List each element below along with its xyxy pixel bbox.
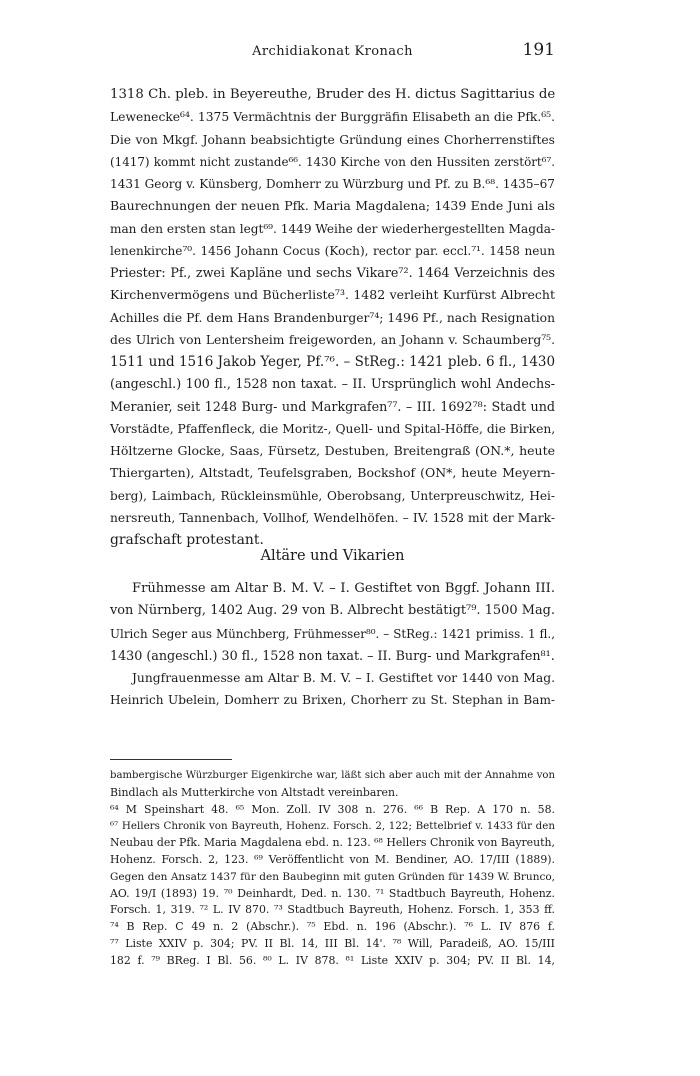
footnote-line: Bindlach als Mutterkirche von Altstadt vereinbaren. [110,785,399,799]
footnote-rule [110,759,232,760]
body-line: Priester: Pf., zwei Kapläne und sechs Vikare⁷². 1464 Verzeichnis des [110,265,555,280]
body-text [110,84,555,551]
section-line: Ulrich Seger aus Münchberg, Frühmesser⁸⁰. – StReg.: 1421 primiss. 1 fl., [110,626,555,641]
body-line: des Ulrich von Lentersheim freigeworden, an Johann v. Schaumberg⁷⁵. [110,332,555,347]
body-line: grafschaft protestant. [110,532,264,548]
footnote-line: ⁷⁴ B Rep. C 49 n. 2 (Abschr.). ⁷⁵ Ebd. n. 196 (Abschr.). ⁷⁶ L. IV 876 f. [110,920,555,934]
section-line: Frühmesse am Altar B. M. V. – I. Gestiftet von Bggf. Johann III. [132,581,555,596]
footnotes [110,768,555,970]
body-line: man den ersten stan legt⁶⁹. 1449 Weihe der wiederhergestellten Magda- [110,221,555,236]
body-line: Baurechnungen der neuen Pfk. Maria Magdalena; 1439 Ende Juni als [110,198,555,214]
body-line: Meranier, seit 1248 Burg- und Markgrafen⁷⁷. – III. 1692⁷⁸: Stadt und [110,398,555,414]
footnote-line: Hohenz. Forsch. 2, 123. ⁶⁹ Veröffentlicht von M. Bendiner, AO. 17/III (1889). [110,852,555,866]
footnote-line: Forsch. 1, 319. ⁷² L. IV 870. ⁷³ Stadtbuch Bayreuth, Hohenz. Forsch. 1, 353 ff. [110,903,555,917]
body-line: Kirchenvermögens und Bücherliste⁷³. 1482 verleiht Kurfürst Albrecht [110,287,555,303]
body-line: lenenkirche⁷⁰. 1456 Johann Cocus (Koch), rector par. eccl.⁷¹. 1458 neun [110,243,555,258]
section-line: 1430 (angeschl.) 30 fl., 1528 non taxat. – II. Burg- und Markgrafen⁸¹. [110,647,555,663]
body-line: 1431 Georg v. Künsberg, Domherr zu Würzburg und Pf. zu B.⁶⁸. 1435–67 [110,177,555,191]
footnote-line: AO. 19/I (1893) 19. ⁷⁰ Deinhardt, Ded. n. 130. ⁷¹ Stadtbuch Bayreuth, Hohenz. [110,886,555,900]
body-line: Die von Mkgf. Johann beabsichtigte Gründung eines Chorherrenstiftes [110,132,555,147]
page-header [110,40,555,66]
running-head: Archidiakonat Kronach [252,44,413,59]
section-text [110,578,555,712]
footnote-line: ⁶⁴ M Speinshart 48. ⁶⁵ Mon. Zoll. IV 308 n. 276. ⁶⁶ B Rep. A 170 n. 58. [110,802,555,816]
body-line: 1511 und 1516 Jakob Yeger, Pf.⁷⁶. – StReg.: 1421 pleb. 6 fl., 1430 [110,354,556,370]
page-number: 191 [522,40,555,60]
body-line: Thiergarten), Altstadt, Teufelsgraben, Bockshof (ON*, heute Meyern- [110,465,555,481]
body-line: Vorstädte, Pfaffenfleck, die Moritz-, Quell- und Spital-Höffe, die Birken, [110,421,556,436]
footnote-line: Gegen den Ansatz 1437 für den Baubeginn mit guten Gründen für 1439 W. Brunco, [110,870,555,883]
footnote-line: ⁷⁷ Liste XXIV p. 304; PV. II Bl. 14, III Bl. 14'. ⁷⁸ Will, Paradeiß, AO. 15/III [110,936,555,950]
footnote-line: 182 f. ⁷⁹ BReg. I Bl. 56. ⁸⁰ L. IV 878. ⁸¹ Liste XXIV p. 304; PV. II Bl. 14, [110,953,555,967]
section-line: Heinrich Ubelein, Domherr zu Brixen, Chorherr zu St. Stephan in Bam- [110,693,555,708]
body-line: (angeschl.) 100 fl., 1528 non taxat. – II. Ursprünglich wohl Andechs- [110,376,555,392]
section-line: Jungfrauenmesse am Altar B. M. V. – I. Gestiftet vor 1440 von Mag. [132,671,555,685]
body-line: Höltzerne Glocke, Saas, Fürsetz, Destuben, Breitengraß (ON.*, heute [110,443,555,458]
section-heading: Altäre und Vikarien [260,548,405,564]
body-line: Lewenecke⁶⁴. 1375 Vermächtnis der Burggräfin Elisabeth an die Pfk.⁶⁵. [110,110,555,125]
footnote-line: bambergische Würzburger Eigenkirche war, läßt sich aber auch mit der Annahme von [110,770,555,781]
body-line: berg), Laimbach, Rückleinsmühle, Oberobsang, Unterpreuschwitz, Hei- [110,488,555,503]
body-line: nersreuth, Tannenbach, Vollhof, Wendelhöfen. – IV. 1528 mit der Mark- [110,510,555,525]
body-line: Achilles die Pf. dem Hans Brandenburger⁷⁴; 1496 Pf., nach Resignation [110,310,555,325]
body-line: 1318 Ch. pleb. in Beyereuthe, Bruder des H. dictus Sagittarius de [110,87,556,102]
section-line: von Nürnberg, 1402 Aug. 29 von B. Albrecht bestätigt⁷⁹. 1500 Mag. [110,603,555,619]
body-line: (1417) kommt nicht zustande⁶⁶. 1430 Kirche von den Hussiten zerstört⁶⁷. [110,154,555,169]
footnote-line: Neubau der Pfk. Maria Magdalena ebd. n. 123. ⁶⁸ Hellers Chronik von Bayreuth, [110,836,555,850]
footnote-line: ⁶⁷ Hellers Chronik von Bayreuth, Hohenz. Forsch. 2, 122; Bettelbrief v. 1433 für den [110,820,555,833]
